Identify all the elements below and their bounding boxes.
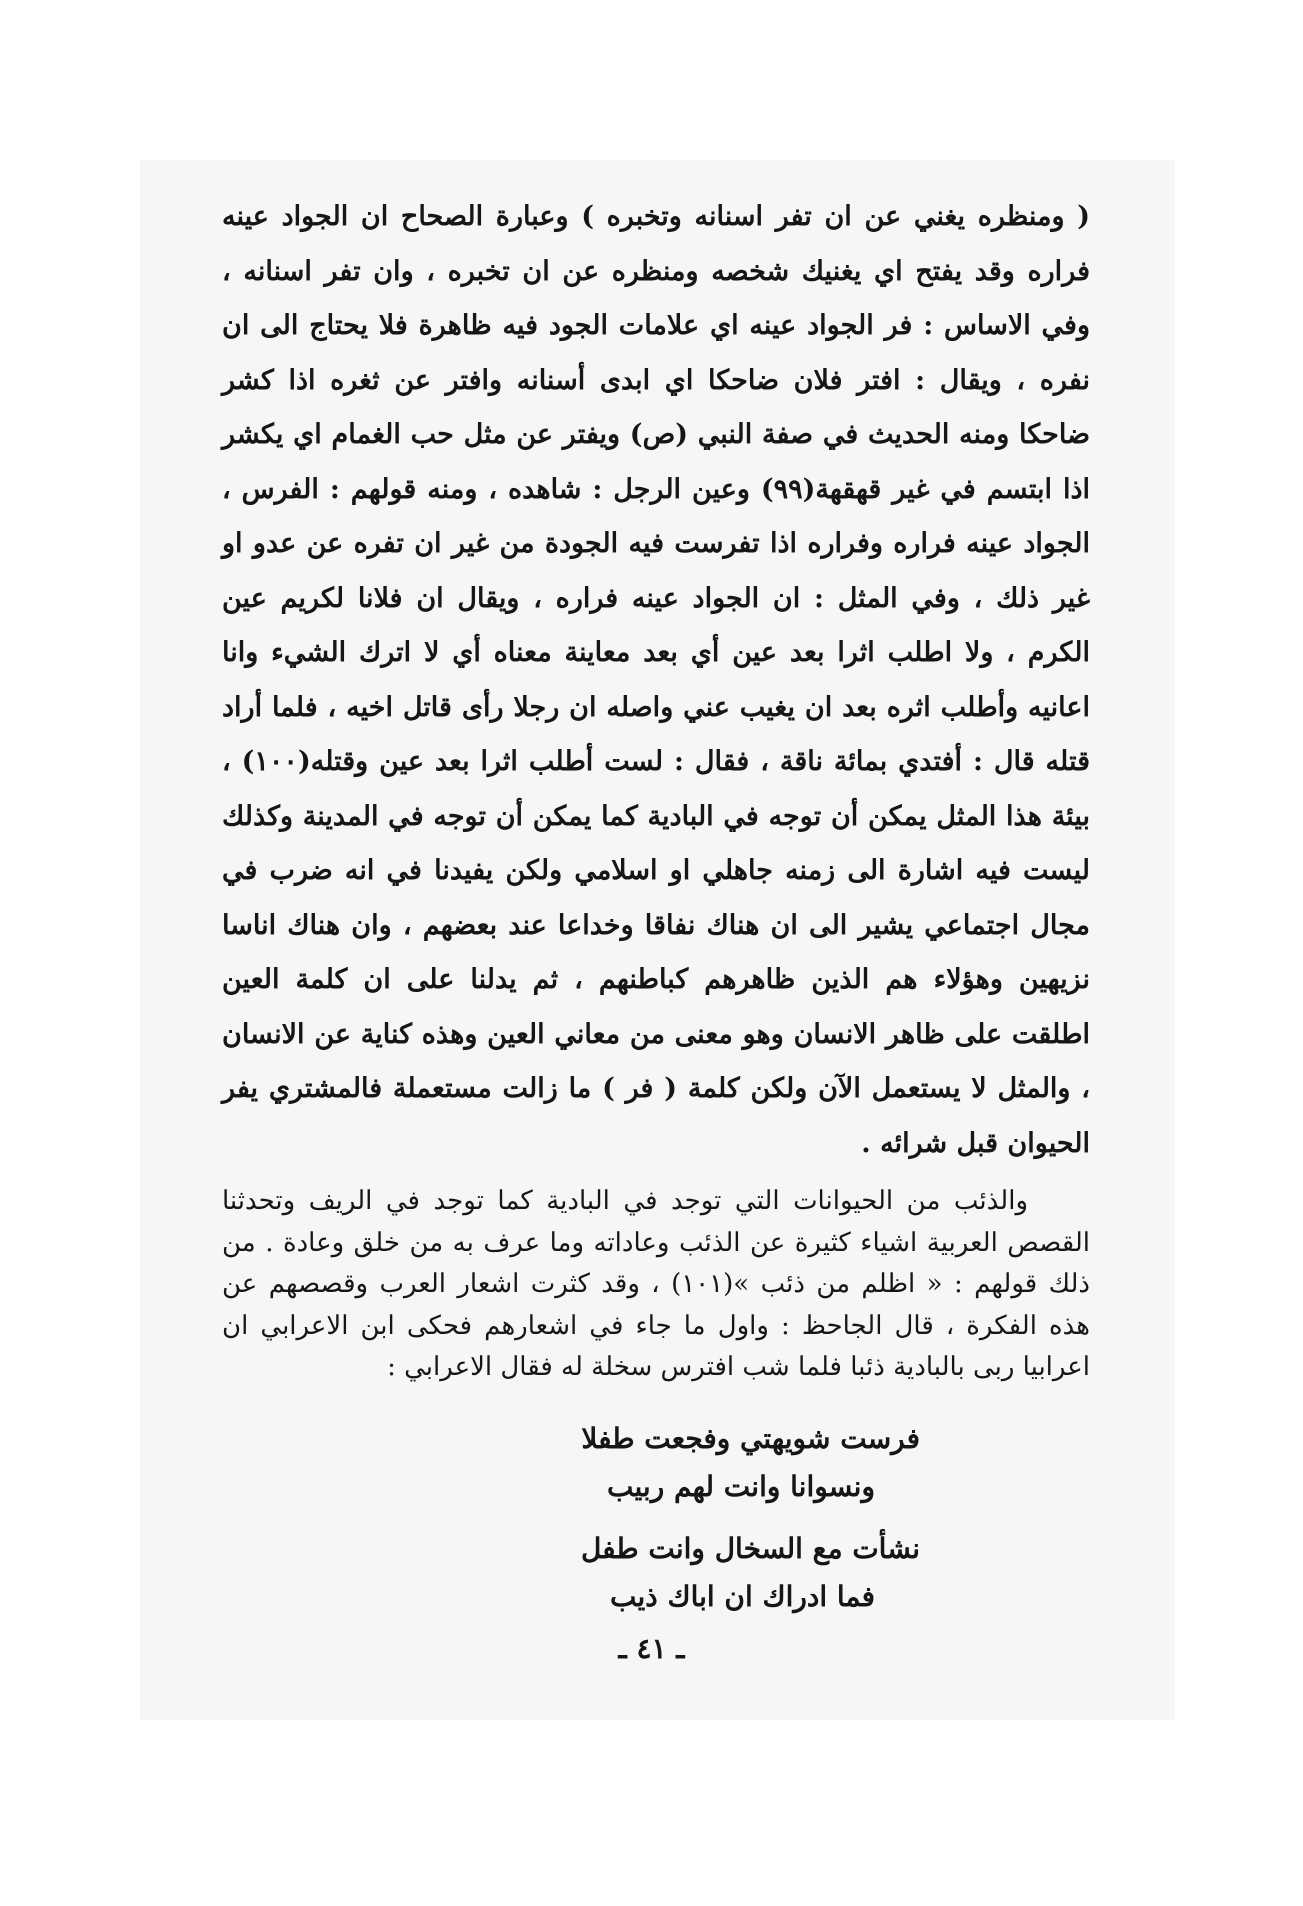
verse-line-4: فما ادراك ان اباك ذيب bbox=[609, 1579, 875, 1613]
page-body bbox=[222, 190, 1090, 1621]
page-number: ـ ٤١ ـ bbox=[618, 1632, 685, 1665]
paragraph-second: والذئب من الحيوانات التي توجد في البادية كما توجد في الريف وتحدثنا القصص العربية اشياء كثيرة عن الذئب وعاداته وما عرف به من خلق وعادة . من ذلك قولهم : « اظلم من ذئب »(١٠١) ، وقد كثرت اشعار العرب وقصصهم عن هذه الفكرة ، قال الجاحظ : واول ما جاء في اشعارهم فحكى ابن الاعرابي ان اعرابيا ربى بالبادية ذئبا فلما شب افترس سخلة له فقال الاعرابي : bbox=[222, 1186, 1090, 1382]
verse-spacer bbox=[222, 1511, 1090, 1525]
paragraph-first: ( ومنظره يغني عن ان تفر اسنانه وتخبره ) وعبارة الصحاح ان الجواد عينه فراره وقد يفتح اي يغنيك شخصه ومنظره عن ان تخبره ، وان تفر اسنانه ، وفي الاساس : فر الجواد عينه اي علامات الجود فيه ظاهرة فلا يحتاج الى ان نفره ، ويقال : افتر فلان ضاحكا اي ابدى أسنانه وافتر عن ثغره اذا كشر ضاحكا ومنه الحديث في صفة النبي (ص) ويفتر عن مثل حب الغمام اي يكشر اذا ابتسم في غير قهقهة(٩٩) وعين الرجل : شاهده ، ومنه قولهم : الفرس ، الجواد عينه فراره وفراره اذا تفرست فيه الجودة من غير ان تفره عن عدو او غير ذلك ، وفي المثل : ان الجواد عينه فراره ، ويقال ان فلانا لكريم عين الكرم ، ولا اطلب اثرا بعد عين أي بعد معاينة معناه أي لا اترك الشيء وانا اعانيه وأطلب اثره بعد ان يغيب عني واصله ان رجلا رأى قاتل اخيه ، فلما أراد قتله قال : أفتدي بمائة ناقة ، فقال : لست أطلب اثرا بعد عين وقتله(١٠٠) ، بيئة هذا المثل يمكن أن توجه في البادية كما يمكن أن توجه في المدينة وكذلك ليست فيه اشارة الى زمنه جاهلي او اسلامي ولكن يفيدنا في انه ضرب في مجال اجتماعي يشير الى ان هناك نفاقا وخداعا عند بعضهم ، وان هناك اناسا نزيهين وهؤلاء هم الذين ظاهرهم كباطنهم ، ثم يدلنا على ان كلمة العين اطلقت على ظاهر الانسان وهو معنى من معاني العين وهذه كناية عن الانسان ، والمثل لا يستعمل الآن ولكن كلمة ( فر ) ما زالت مستعملة فالمشتري يفر الحيوان قبل شرائه . bbox=[222, 201, 1091, 1159]
verse-line-2: ونسوانا وانت لهم ربيب bbox=[606, 1469, 875, 1503]
poem-verse bbox=[222, 1415, 1090, 1621]
verse-line-3: نشأت مع السخال وانت طفل bbox=[580, 1531, 920, 1565]
verse-line-1: فرست شويهتي وفجعت طفلا bbox=[581, 1421, 920, 1455]
